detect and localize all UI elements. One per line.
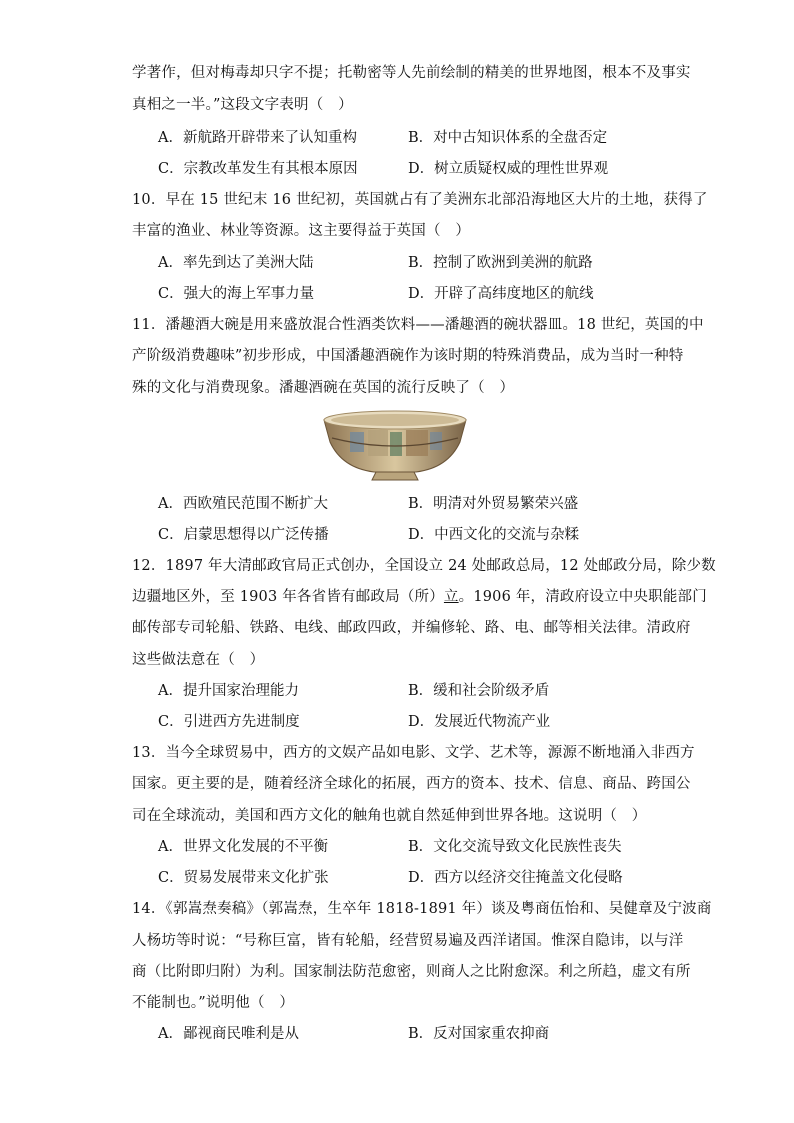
- q10-option-a[interactable]: A．率先到达了美洲大陆: [158, 255, 314, 271]
- q9-line-1: 学著作，但对梅毒却只字不提；托勒密等人先前绘制的精美的世界地图，根本不及事实: [132, 65, 691, 81]
- q11-line-3: 殊的文化与消费现象。潘趣酒碗在英国的流行反映了（ ）: [132, 380, 515, 396]
- q9-option-b[interactable]: B．对中古知识体系的全盘否定: [408, 130, 608, 146]
- q10-option-c[interactable]: C．强大的海上军事力量: [158, 286, 315, 302]
- q12-line-1: 12．1897 年大清邮政官局正式创办，全国设立 24 处邮政总局，12 处邮政分局，除少数: [132, 558, 716, 574]
- q14-line-2: 人杨坊等时说：“号称巨富，皆有轮船，经营贸易遍及西洋诸国。惟深自隐讳，以与洋: [132, 933, 684, 949]
- q10-line-2: 丰富的渔业、林业等资源。这主要得益于英国（ ）: [132, 223, 471, 239]
- q12-line-3: 邮传部专司轮船、铁路、电线、邮政四政，并编修轮、路、电、邮等相关法律。清政府: [132, 620, 691, 636]
- q13-option-b[interactable]: B．文化交流导致文化民族性丧失: [408, 839, 622, 855]
- q11-option-a[interactable]: A．西欧殖民范围不断扩大: [158, 496, 328, 512]
- q13-line-1: 13．当今全球贸易中，西方的文娱产品如电影、文学、艺术等，源源不断地涌入非西方: [132, 745, 695, 761]
- punch-bowl-image: [320, 408, 470, 486]
- q13-option-a[interactable]: A．世界文化发展的不平衡: [158, 839, 328, 855]
- q11-option-b[interactable]: B．明清对外贸易繁荣兴盛: [408, 496, 579, 512]
- q9-option-a[interactable]: A．新航路开辟带来了认知重构: [158, 130, 357, 146]
- q14-line-1: 14．《郭嵩焘奏稿》（郭嵩焘，生卒年 1818-1891 年）谈及粤商伍怡和、吴健章及宁波商: [132, 901, 712, 917]
- q11-option-c[interactable]: C．启蒙思想得以广泛传播: [158, 527, 329, 543]
- q12-option-b[interactable]: B．缓和社会阶级矛盾: [408, 683, 550, 699]
- q14-option-a[interactable]: A．鄙视商民唯利是从: [158, 1026, 299, 1042]
- q13-option-d[interactable]: D．西方以经济交往掩盖文化侵略: [408, 870, 623, 886]
- q13-line-3: 司在全球流动，美国和西方文化的触角也就自然延伸到世界各地。这说明（ ）: [132, 808, 647, 824]
- q14-line-3: 商（比附即归附）为利。国家制法防范愈密，则商人之比附愈深。利之所趋，虚文有所: [132, 964, 691, 980]
- q12-option-c[interactable]: C．引进西方先进制度: [158, 714, 300, 730]
- q12-line-2: [132, 587, 707, 607]
- q9-option-c[interactable]: C．宗教改革发生有其根本原因: [158, 161, 358, 177]
- q10-option-d[interactable]: D．开辟了高纬度地区的航线: [408, 286, 594, 302]
- q12-line-2-underlined: 立: [443, 589, 459, 605]
- q9-option-d[interactable]: D．树立质疑权威的理性世界观: [408, 161, 609, 177]
- q11-option-d[interactable]: D．中西文化的交流与杂糅: [408, 527, 580, 543]
- q14-option-b[interactable]: B．反对国家重农抑商: [408, 1026, 550, 1042]
- q11-line-2: 产阶级消费趣味”初步形成，中国潘趣酒碗作为该时期的特殊消费品，成为当时一种特: [132, 348, 684, 364]
- q12-line-2-post: 。1906 年，清政府设立中央职能部门: [458, 589, 707, 605]
- q13-option-c[interactable]: C．贸易发展带来文化扩张: [158, 870, 329, 886]
- q12-option-a[interactable]: A．提升国家治理能力: [158, 683, 299, 699]
- q10-option-b[interactable]: B．控制了欧洲到美洲的航路: [408, 255, 593, 271]
- q11-line-1: 11．潘趣酒大碗是用来盛放混合性酒类饮料——潘趣酒的碗状器皿。18 世纪，英国的中: [132, 317, 704, 333]
- q9-line-2: 真相之一半。”这段文字表明（ ）: [132, 97, 353, 113]
- q12-line-4: 这些做法意在（ ）: [132, 652, 265, 668]
- q12-line-2-pre: 边疆地区外，至 1903 年各省皆有邮政局（所）: [132, 589, 444, 605]
- q13-line-2: 国家。更主要的是，随着经济全球化的拓展，西方的资本、技术、信息、商品、跨国公: [132, 776, 691, 792]
- punch-bowl-icon: [320, 408, 470, 486]
- q10-line-1: 10．早在 15 世纪末 16 世纪初，英国就占有了美洲东北部沿海地区大片的土地，获得了: [132, 192, 708, 208]
- q12-option-d[interactable]: D．发展近代物流产业: [408, 714, 551, 730]
- q14-line-4: 不能制也。”说明他（ ）: [132, 995, 295, 1011]
